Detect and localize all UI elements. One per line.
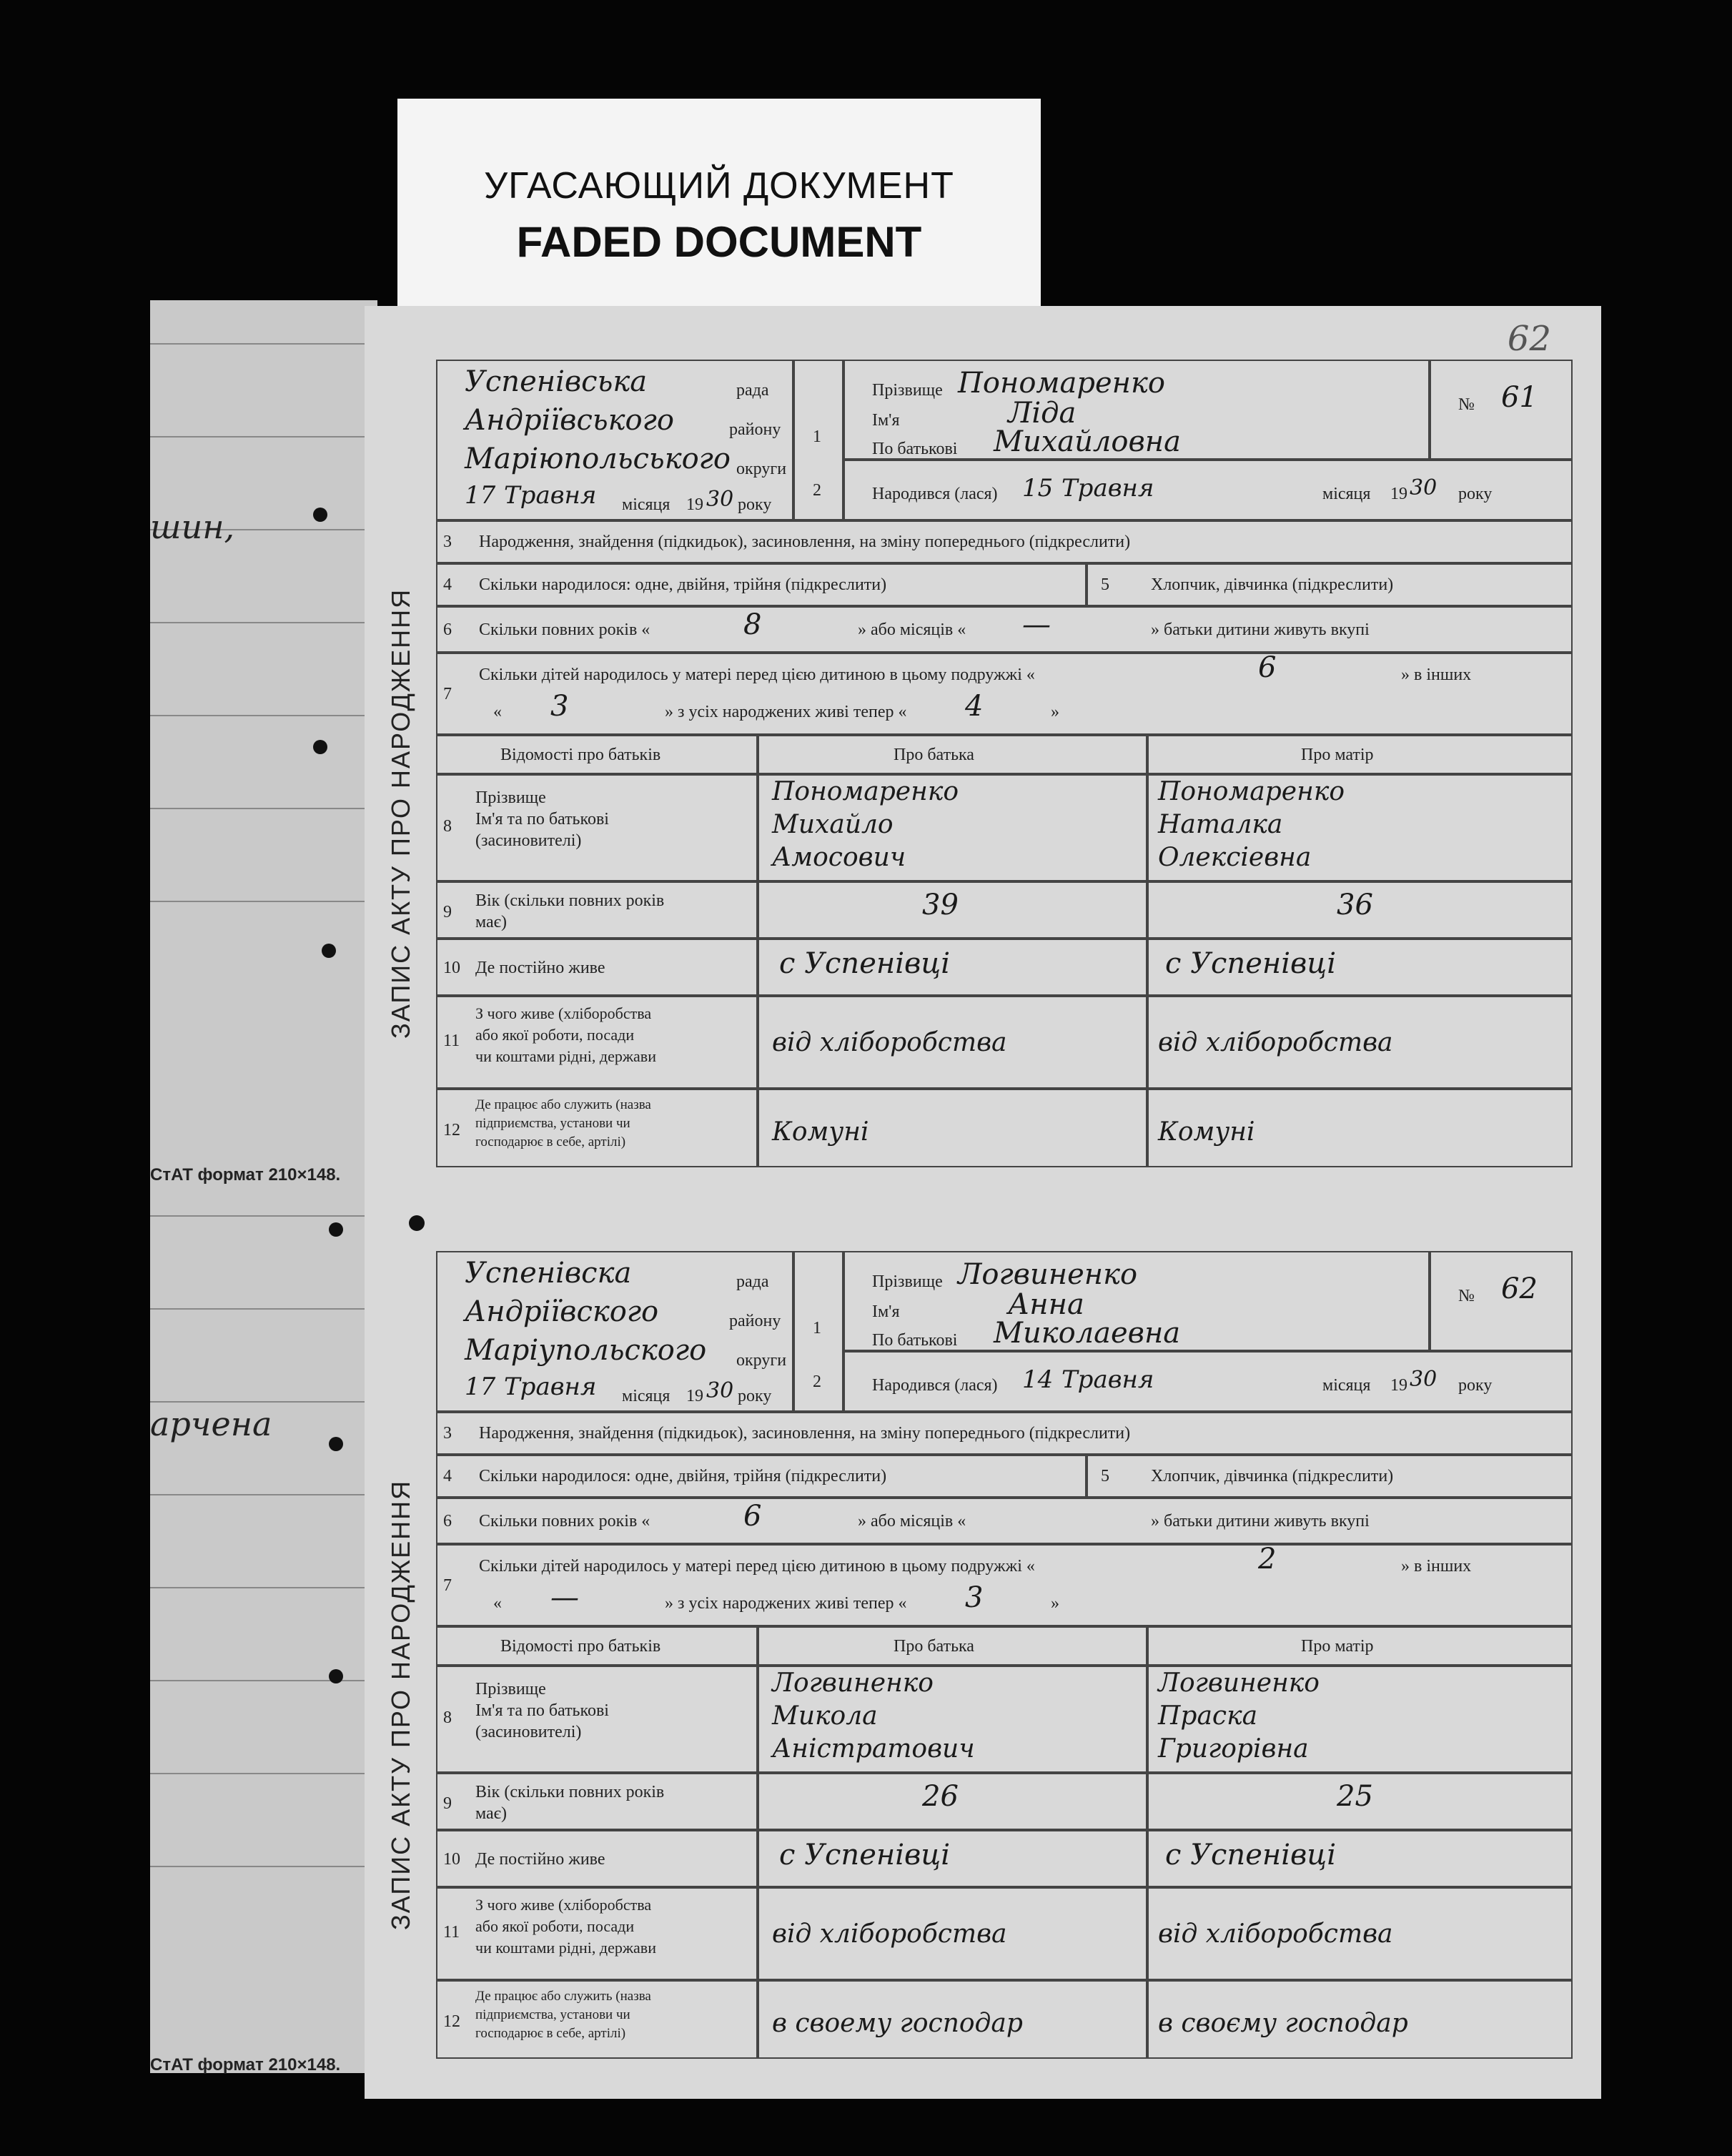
- okruha-label: округи: [736, 1351, 787, 1370]
- residence-label: Де постійно живе: [475, 959, 605, 977]
- registration-day: 17: [465, 481, 496, 510]
- parent-age-label: Вік (скільки повних років має): [475, 1783, 665, 1823]
- mother-residence-value: с Успенівці: [1165, 947, 1336, 980]
- months-together-value: —: [1022, 608, 1051, 641]
- livelihood-label: З чого живе (хліборобства або якої роботи, посади чи коштами рідні, держави: [475, 1896, 656, 1957]
- rada-value: Успенівська: [465, 365, 648, 398]
- father-residence-value: с Успенівці: [779, 1839, 950, 1871]
- field-number-11: 11: [443, 1923, 460, 1942]
- father-header-label: Про батька: [894, 1637, 974, 1656]
- children-alive-value: 4: [965, 690, 984, 723]
- birth-type-label: Народження, знайдення (підкидьок), засиновлення, на зміну попереднього (підкреслити): [479, 533, 1131, 551]
- ruled-line: [150, 1401, 377, 1403]
- birth-day: 15: [1022, 474, 1054, 503]
- residence-label: Де постійно живе: [475, 1850, 605, 1869]
- ruled-line: [150, 1215, 377, 1217]
- ruled-line: [150, 622, 377, 623]
- mother-age-value: 36: [1337, 889, 1373, 921]
- sex-label: Хлопчик, дівчинка (підкреслити): [1151, 575, 1394, 594]
- father-livelihood-value: від хліборобства: [772, 1028, 1007, 1057]
- field-number-6: 6: [443, 620, 452, 639]
- patronymic-label: По батькові: [872, 440, 958, 458]
- ruled-line: [150, 436, 377, 437]
- page-number: 62: [1507, 319, 1551, 359]
- punch-hole: [329, 1222, 343, 1237]
- field-number-1: 1: [813, 1319, 821, 1337]
- birth-year-prefix: 19: [1390, 1376, 1407, 1395]
- years-together-label: Скільки повних років «: [479, 620, 650, 639]
- surname-label: Прізвище: [872, 1272, 943, 1291]
- parents-together-label: » батьки дитини живуть вкупі: [1151, 1512, 1370, 1531]
- mother-workplace-value: Комуні: [1158, 1117, 1255, 1147]
- registration-month: Травня: [504, 1373, 597, 1401]
- field-number-12: 12: [443, 1121, 460, 1139]
- surname-value: Пономаренко: [958, 367, 1165, 400]
- name-value: Ліда: [1008, 397, 1077, 430]
- banner-line-en: FADED DOCUMENT: [516, 218, 922, 266]
- children-alive-value: 3: [965, 1581, 984, 1614]
- field-number-8: 8: [443, 817, 452, 836]
- children-other-marriages: —: [550, 1581, 579, 1614]
- banner-line-ru: УГАСАЮЩИЙ ДОКУМЕНТ: [484, 165, 954, 207]
- mother-age-value: 25: [1337, 1780, 1373, 1813]
- children-label: Скільки дітей народилось у матері перед цією дитиною в цьому подружжі «: [479, 1557, 1035, 1576]
- ruled-line: [150, 1587, 377, 1588]
- name-label: Ім'я: [872, 411, 900, 430]
- registration-month: Травня: [504, 481, 597, 510]
- record-number-value: 61: [1501, 381, 1538, 414]
- birth-month: Травня: [1062, 1365, 1154, 1394]
- raion-label: району: [729, 420, 781, 439]
- field-number-3: 3: [443, 1424, 452, 1443]
- field-number-10: 10: [443, 1850, 460, 1869]
- field-number-6: 6: [443, 1512, 452, 1531]
- registration-year-prefix: 19: [686, 495, 703, 514]
- birth-year-suffix: 30: [1410, 475, 1437, 500]
- field-number-2: 2: [813, 481, 821, 500]
- parent-name-label: Прізвище Ім'я та по батькові (засиновителі): [475, 1680, 609, 1741]
- children-other-open: «: [493, 1594, 502, 1613]
- field-number-7: 7: [443, 1576, 452, 1595]
- mother-livelihood-value: від хліборобства: [1158, 1919, 1393, 1949]
- children-alive-label: » з усіх народжених живі тепер «: [665, 703, 907, 721]
- format-label-bottom: СтАТ формат 210×148.: [150, 2055, 341, 2075]
- birth-label: Народився (лася): [872, 485, 998, 503]
- field-number-4: 4: [443, 1467, 452, 1485]
- years-together-label: Скільки повних років «: [479, 1512, 650, 1531]
- record-side-label: ЗАПИС АКТУ ПРО НАРОДЖЕННЯ: [386, 588, 415, 1039]
- children-other-open: «: [493, 703, 502, 721]
- punch-hole: [313, 508, 327, 522]
- children-alive-label: » з усіх народжених живі тепер «: [665, 1594, 907, 1613]
- parents-header-label: Відомості про батьків: [500, 746, 661, 764]
- workplace-label: Де працює або служить (назва підприємства, установи чи господарює в себе, артілі): [475, 1097, 651, 1149]
- ruled-line: [150, 1494, 377, 1495]
- mother-name-value: Логвиненко Праска Григорівна: [1158, 1668, 1320, 1764]
- field-number-10: 10: [443, 959, 460, 977]
- patronymic-label: По батькові: [872, 1331, 958, 1350]
- children-other-marriages: 3: [550, 690, 569, 723]
- registration-year-label: року: [738, 495, 772, 514]
- children-alive-close: »: [1051, 703, 1059, 721]
- ruled-line: [150, 1866, 377, 1867]
- patronymic-value: Миколаевна: [994, 1317, 1181, 1350]
- birth-label: Народився (лася): [872, 1376, 998, 1395]
- punch-hole: [329, 1437, 343, 1451]
- registration-year-label: року: [738, 1387, 772, 1405]
- birth-record-62: [386, 1251, 1573, 2073]
- birth-year-label: року: [1458, 485, 1493, 503]
- punch-hole: [313, 740, 327, 754]
- field-number-5: 5: [1101, 1467, 1109, 1485]
- name-label: Ім'я: [872, 1302, 900, 1321]
- mother-header-label: Про матір: [1301, 1637, 1374, 1656]
- months-together-label: » або місяців «: [858, 620, 966, 639]
- birth-year-label: року: [1458, 1376, 1493, 1395]
- ruled-line: [150, 1773, 377, 1774]
- children-other-label: » в інших: [1401, 1557, 1472, 1576]
- mother-workplace-value: в своєму господар: [1158, 2009, 1408, 2038]
- ruled-line: [150, 1308, 377, 1310]
- father-age-value: 39: [922, 889, 959, 921]
- faded-document-banner: [397, 99, 1041, 306]
- surname-label: Прізвище: [872, 381, 943, 400]
- record-number-label: №: [1458, 1287, 1475, 1305]
- field-number-7: 7: [443, 685, 452, 703]
- parent-name-label: Прізвище Ім'я та по батькові (засиновителі): [475, 788, 609, 850]
- record-number-value: 62: [1501, 1272, 1538, 1305]
- rada-label: рада: [736, 381, 769, 400]
- left-fragment-top: шин,: [150, 508, 235, 546]
- birth-record-page: [365, 306, 1601, 2099]
- children-this-marriage: 2: [1258, 1543, 1277, 1576]
- field-number-3: 3: [443, 533, 452, 551]
- surname-value: Логвиненко: [958, 1258, 1138, 1291]
- years-together-value: 8: [743, 608, 762, 641]
- father-residence-value: с Успенівці: [779, 947, 950, 980]
- mother-header-label: Про матір: [1301, 746, 1374, 764]
- registration-month-label: місяця: [622, 495, 670, 514]
- father-name-value: Логвиненко Микола Аністратович: [772, 1668, 975, 1764]
- field-number-5: 5: [1101, 575, 1109, 594]
- punch-hole: [409, 1215, 425, 1231]
- registration-day: 17: [465, 1373, 496, 1401]
- okruha-value: Маріюпольського: [465, 442, 731, 475]
- workplace-label: Де працює або служить (назва підприємства, установи чи господарює в себе, артілі): [475, 1989, 651, 2041]
- raion-value: Андріївського: [465, 404, 674, 437]
- left-page: [150, 300, 377, 2073]
- birth-month-label: місяця: [1322, 1376, 1371, 1395]
- raion-label: району: [729, 1312, 781, 1330]
- father-age-value: 26: [922, 1780, 959, 1813]
- punch-hole: [329, 1669, 343, 1683]
- ruled-line: [150, 901, 377, 902]
- okruha-value: Маріупольского: [465, 1334, 707, 1367]
- ruled-line: [150, 715, 377, 716]
- multiplicity-label: Скільки народилося: одне, двійня, трійня (підкреслити): [479, 575, 887, 594]
- livelihood-label: З чого живе (хліборобства або якої роботи, посади чи коштами рідні, держави: [475, 1004, 656, 1065]
- parent-age-label: Вік (скільки повних років має): [475, 891, 665, 931]
- registration-year-prefix: 19: [686, 1387, 703, 1405]
- field-number-2: 2: [813, 1373, 821, 1391]
- okruha-label: округи: [736, 460, 787, 478]
- children-alive-close: »: [1051, 1594, 1059, 1613]
- ruled-line: [150, 343, 377, 345]
- father-header-label: Про батька: [894, 746, 974, 764]
- raion-value: Андріївского: [465, 1295, 659, 1328]
- months-together-label: » або місяців «: [858, 1512, 966, 1531]
- rada-value: Успенівска: [465, 1257, 632, 1290]
- mother-residence-value: с Успенівці: [1165, 1839, 1336, 1871]
- years-together-value: 6: [743, 1500, 762, 1533]
- father-name-value: Пономаренко Михайло Амосович: [772, 777, 959, 872]
- children-this-marriage: 6: [1258, 651, 1277, 684]
- format-label-top: СтАТ формат 210×148.: [150, 1165, 341, 1185]
- record-side-label: ЗАПИС АКТУ ПРО НАРОДЖЕННЯ: [386, 1479, 415, 1930]
- registration-year-suffix: 30: [706, 487, 734, 512]
- registration-month-label: місяця: [622, 1387, 670, 1405]
- children-other-label: » в інших: [1401, 666, 1472, 684]
- parents-header-label: Відомості про батьків: [500, 1637, 661, 1656]
- field-number-9: 9: [443, 903, 452, 921]
- sex-label: Хлопчик, дівчинка (підкреслити): [1151, 1467, 1394, 1485]
- field-number-8: 8: [443, 1709, 452, 1727]
- ruled-line: [150, 1680, 377, 1681]
- rada-label: рада: [736, 1272, 769, 1291]
- father-workplace-value: Комуні: [772, 1117, 869, 1147]
- field-number-1: 1: [813, 427, 821, 446]
- record-number-label: №: [1458, 395, 1475, 414]
- birth-year-prefix: 19: [1390, 485, 1407, 503]
- birth-month: Травня: [1062, 474, 1154, 503]
- field-number-12: 12: [443, 2012, 460, 2031]
- multiplicity-label: Скільки народилося: одне, двійня, трійня (підкреслити): [479, 1467, 887, 1485]
- birth-month-label: місяця: [1322, 485, 1371, 503]
- father-workplace-value: в своему господар: [772, 2009, 1023, 2038]
- birth-record-61: [386, 360, 1573, 1167]
- registration-year-suffix: 30: [706, 1378, 734, 1403]
- birth-year-suffix: 30: [1410, 1367, 1437, 1392]
- ruled-line: [150, 808, 377, 809]
- punch-hole: [322, 944, 336, 958]
- mother-name-value: Пономаренко Наталка Олексіевна: [1158, 777, 1345, 872]
- mother-livelihood-value: від хліборобства: [1158, 1028, 1393, 1057]
- parents-together-label: » батьки дитини живуть вкупі: [1151, 620, 1370, 639]
- children-label: Скільки дітей народилось у матері перед цією дитиною в цьому подружжі «: [479, 666, 1035, 684]
- birth-type-label: Народження, знайдення (підкидьок), засиновлення, на зміну попереднього (підкреслити): [479, 1424, 1131, 1443]
- field-number-9: 9: [443, 1794, 452, 1813]
- birth-day: 14: [1022, 1365, 1054, 1394]
- field-number-11: 11: [443, 1032, 460, 1050]
- father-livelihood-value: від хліборобства: [772, 1919, 1007, 1949]
- field-number-4: 4: [443, 575, 452, 594]
- name-value: Анна: [1008, 1288, 1084, 1321]
- patronymic-value: Михайловна: [994, 425, 1181, 458]
- left-fragment-bottom: арчена: [150, 1405, 272, 1443]
